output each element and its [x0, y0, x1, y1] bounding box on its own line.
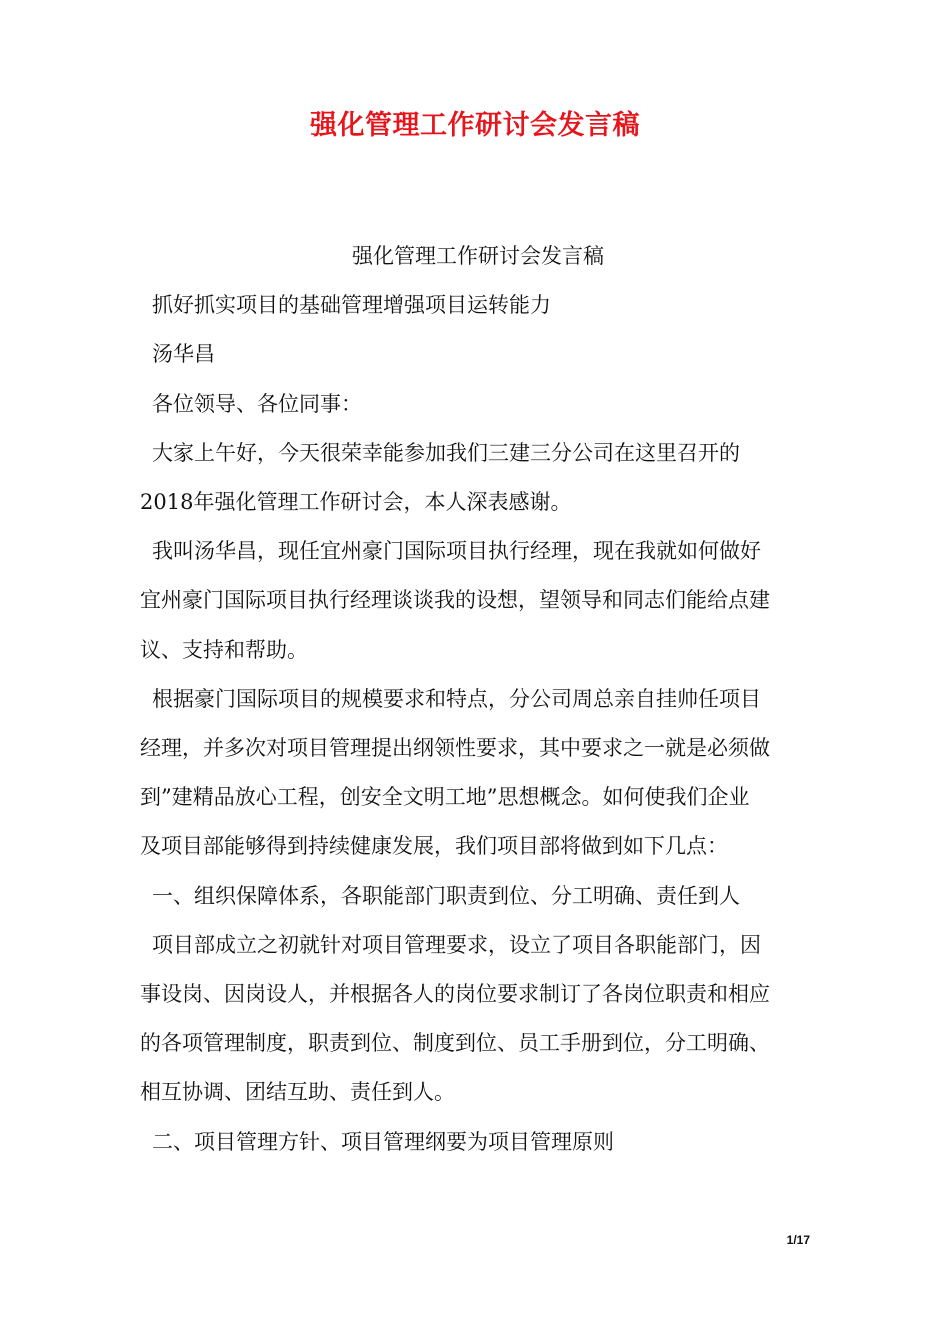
paragraph-line: 及项目部能够得到持续健康发展，我们项目部将做到如下几点：	[140, 834, 728, 859]
paragraph-line: 大家上午好，今天很荣幸能参加我们三建三分公司在这里召开的	[152, 440, 740, 465]
paragraph-line: 事设岗、因岗设人，并根据各人的岗位要求制订了各岗位职责和相应	[140, 982, 770, 1007]
document-body	[140, 232, 816, 1167]
paragraph-line: 一、组织保障体系，各职能部门职责到位、分工明确、责任到人	[152, 883, 740, 908]
paragraph-line: 2018年强化管理工作研讨会，本人深表感谢。	[140, 490, 572, 515]
paragraph-line: 根据豪门国际项目的规模要求和特点，分公司周总亲自挂帅任项目	[152, 686, 761, 711]
paragraph-line: 经理，并多次对项目管理提出纲领性要求，其中要求之一就是必须做	[140, 736, 770, 761]
paragraph-line: 各位领导、各位同事：	[152, 391, 362, 416]
paragraph-line: 到”建精品放心工程，创安全文明工地”思想概念。如何使我们企业	[140, 785, 750, 810]
page-number: 1/17	[786, 1233, 810, 1247]
paragraph-line: 议、支持和帮助。	[140, 637, 308, 662]
paragraph-line: 我叫汤华昌，现任宜州豪门国际项目执行经理，现在我就如何做好	[152, 539, 761, 564]
paragraph-line: 抓好抓实项目的基础管理增强项目运转能力	[152, 293, 551, 318]
paragraph-line: 相互协调、团结互助、责任到人。	[140, 1080, 455, 1105]
paragraph-line: 宜州豪门国际项目执行经理谈谈我的设想，望领导和同志们能给点建	[140, 588, 770, 613]
document-subtitle: 强化管理工作研讨会发言稿	[352, 244, 604, 268]
paragraph-line: 的各项管理制度，职责到位、制度到位、员工手册到位，分工明确、	[140, 1031, 770, 1056]
document-title: 强化管理工作研讨会发言稿	[310, 110, 640, 141]
paragraph-line: 汤华昌	[152, 342, 215, 367]
paragraph-line: 二、项目管理方针、项目管理纲要为项目管理原则	[152, 1129, 614, 1154]
paragraph-line: 项目部成立之初就针对项目管理要求，设立了项目各职能部门，因	[152, 932, 761, 957]
